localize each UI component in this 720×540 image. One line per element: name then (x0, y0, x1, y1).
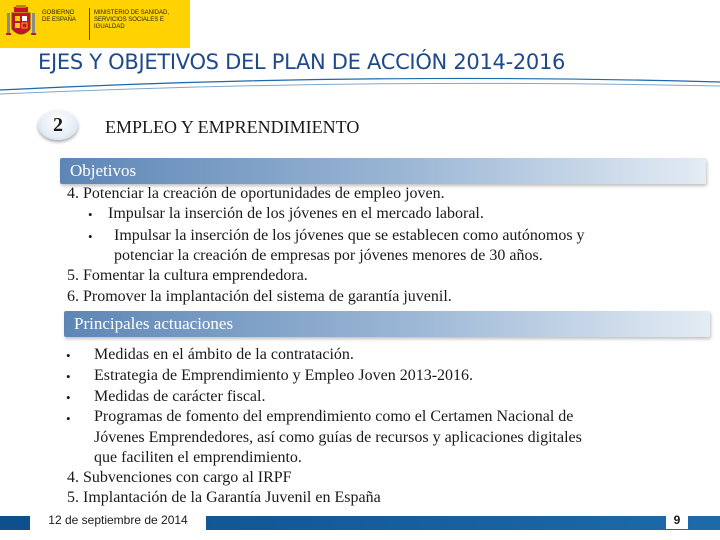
coat-of-arms-icon (6, 5, 36, 43)
government-logo-block (0, 0, 190, 48)
actuacion-line: 4. Subvenciones con cargo al IRPF (67, 469, 292, 486)
objective-line: 6. Promover la implantación del sistema de garantía juvenil. (67, 288, 452, 305)
objective-line: 4. Potenciar la creación de oportunidades de empleo joven. (67, 185, 445, 202)
actuacion-line: Medidas en el ámbito de la contratación. (94, 346, 354, 363)
actuacion-line: que faciliten el emprendimiento. (94, 449, 302, 466)
objective-subline: Impulsar la inserción de los jóvenes en el mercado laboral. (108, 205, 484, 222)
slide-title: EJES Y OBJETIVOS DEL PLAN DE ACCIÓN 2014-2016 (38, 50, 566, 74)
actuacion-line: Estrategia de Emprendimiento y Empleo Joven 2013-2016. (94, 367, 474, 384)
objective-subline: Impulsar la inserción de los jóvenes que se establecen como autónomos y (114, 227, 585, 244)
page-number: 9 (666, 512, 688, 529)
header-bar (0, 0, 720, 48)
actuacion-line: Programas de fomento del emprendimiento como el Certamen Nacional de (94, 408, 574, 425)
actuaciones-label: Principales actuaciones (74, 314, 234, 333)
government-label: GOBIERNO DE ESPAÑA (42, 10, 76, 23)
bullet-icon: • (88, 207, 93, 222)
ministry-label: MINISTERIO DE SANIDAD, SERVICIOS SOCIALES E IGUALDAD (94, 10, 170, 30)
decorative-swoosh (0, 72, 720, 102)
objetivos-label: Objetivos (70, 161, 137, 180)
bullet-icon: • (66, 411, 71, 426)
bullet-icon: • (88, 229, 93, 244)
actuaciones-header-bar (64, 311, 710, 337)
bullet-icon: • (66, 390, 71, 405)
objective-line: 5. Fomentar la cultura emprendedora. (67, 267, 308, 284)
actuacion-line: 5. Implantación de la Garantía Juvenil en España (67, 489, 381, 506)
actuacion-line: Medidas de carácter fiscal. (94, 388, 266, 405)
objective-subline: potenciar la creación de empresas por jóvenes menores de 30 años. (114, 247, 543, 264)
footer-date: 12 de septiembre de 2014 (38, 512, 198, 529)
section-heading: EMPLEO Y EMPRENDIMIENTO (105, 117, 360, 137)
bullet-icon: • (66, 348, 71, 363)
actuacion-line: Jóvenes Emprendedores, así como guías de recursos y aplicaciones digitales (94, 429, 582, 446)
bullet-icon: • (66, 369, 71, 384)
objetivos-header-bar (60, 158, 706, 184)
section-number-badge: 2 (38, 110, 78, 140)
logo-divider (89, 8, 90, 40)
